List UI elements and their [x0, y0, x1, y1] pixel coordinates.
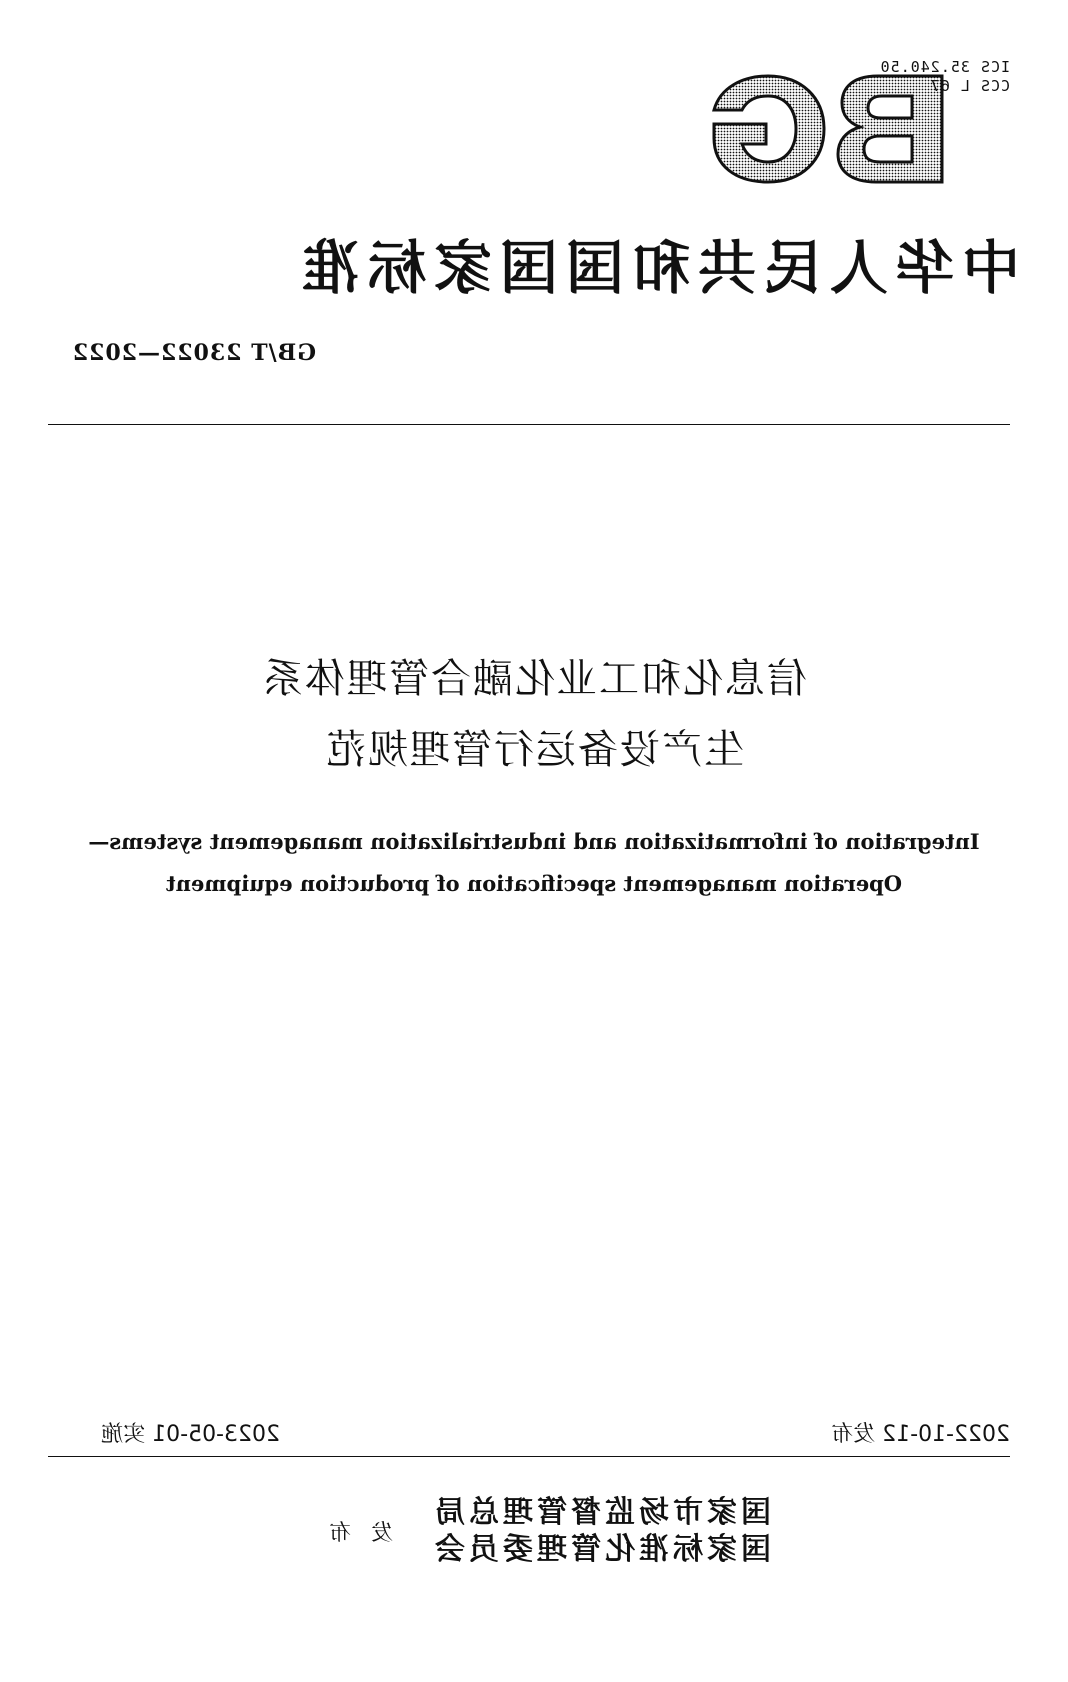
english-title-line1: Integration of informatization and industrialization management systems—	[88, 829, 980, 854]
implementation-date: 2023-05-01 实施	[101, 1422, 280, 1447]
publish-date: 2022-10-12 发布	[831, 1422, 1010, 1447]
classification-codes	[880, 58, 1010, 96]
ccs-code: CCS L 67	[929, 77, 1010, 95]
standard-number: GB/T 23022—2022	[71, 340, 316, 366]
national-standard-title: 中华人民共和国国家标准	[293, 234, 1020, 302]
ics-code: ICS 35.240.50	[879, 58, 1010, 76]
issuing-authorities	[431, 1494, 771, 1568]
issuer-samr: 国家市场监督管理总局	[431, 1495, 771, 1530]
english-title-line2: Operation management specification of production equipment	[165, 871, 903, 896]
bottom-divider	[48, 1456, 1010, 1457]
issuer-sac: 国家标准化管理委员会	[431, 1532, 771, 1567]
chinese-title-line1: 信息化和工业化融合管理体系	[261, 656, 807, 702]
chinese-title-line2: 生产设备运行管理规范	[324, 727, 744, 773]
issued-label: 发布	[308, 1521, 393, 1546]
gb-mark: GB	[826, 186, 828, 187]
top-divider	[48, 424, 1010, 425]
